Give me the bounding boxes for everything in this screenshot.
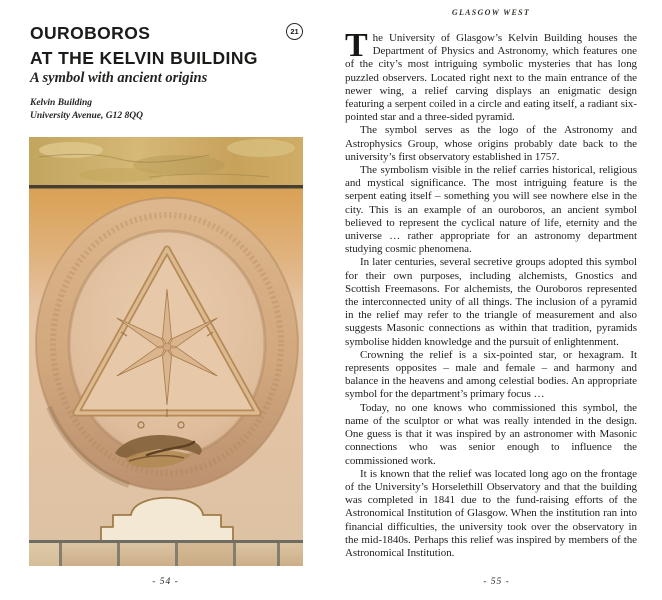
page-number-left: - 54 - [152,577,179,587]
entry-number-badge: 21 [286,23,303,40]
entry-subtitle: A symbol with ancient origins [30,70,208,86]
body-paragraph: It is known that the relief was located long ago on the frontage of the University’s Horselethill Observatory and that the building was completed in 1841 due to the fund-raising efforts of the Astronomical Institution of Glasgow. When the institution ran into financial difficulties, the university took over the observatory in the mid-1840s. Perhaps this relief was inspired by members of the Astronomical Institution. [345,467,637,559]
body-text [345,27,637,560]
body-paragraph: Today, no one knows who commissioned this symbol, the name of the sculptor or what was really intended in the design. One guess is that it was inspired by an astronomer with Masonic connections who was senior enough to influence the commissioned work. [345,401,637,467]
entry-title [30,21,258,71]
entry-title-line1: OUROBOROS [30,23,151,43]
drop-cap: T [345,27,368,64]
relief-photo-art [29,137,303,566]
relief-photo [29,137,303,566]
running-header: GLASGOW WEST [451,8,531,17]
entry-address [30,97,143,122]
page-number-right: - 55 - [483,577,510,587]
brick-course [29,540,303,566]
body-paragraph: The symbolism visible in the relief carries historical, religious and mystical significance. The most intriguing feature is the serpent eating itself – something you will see nowhere else in the city. This is an example of an ouroboros, an ancient symbol believed to represent the cyclical nature of life, eternity and the universe … rather appropriate for an astronomy department studying cosmic phenomena. [345,164,637,256]
entry-title-line2: AT THE KELVIN BUILDING [30,48,258,68]
body-paragraph [345,27,637,124]
body-paragraph: Crowning the relief is a six-pointed star, or hexagram. It represents opposites – male and female – and harmony and balance in the heavens and among celestial bodies. An appropriate symbol for the department’s primary focus … [345,348,637,401]
address-line2: University Avenue, G12 8QQ [30,110,143,121]
body-paragraph: In later centuries, several secretive groups adopted this symbol for their own purposes, including alchemists, Gnostics and Scottish Freemasons. For alchemists, the Ouroboros represented the interconnected unity of all things. The inclusion of a pyramid in the relief may refer to the triangle of measurement and also suggests Masonic connections as within that tradition, pyramids symbolise hidden knowledge and the pursuit of enlightenment. [345,256,637,348]
stone-top-band [29,137,303,185]
mortar-joint [29,185,303,190]
body-paragraph: The symbol serves as the logo of the Astronomy and Astrophysics Group, whose origins probably date back to the university’s first observatory established in 1757. [345,124,637,163]
address-line1: Kelvin Building [30,98,93,108]
page-right [331,0,662,600]
paragraph-text: he University of Glasgow’s Kelvin Building houses the Department of Physics and Astronomy, which features one of the city’s most intriguing symbolic mysteries that has long puzzled observers. Located right next to the main entrance of the newer wing, a relief carving displays an enigmatic design featuring a serpent coiled in a circle and eating itself, a radiant six-pointed star and a three-sided pyramid. [345,32,637,124]
